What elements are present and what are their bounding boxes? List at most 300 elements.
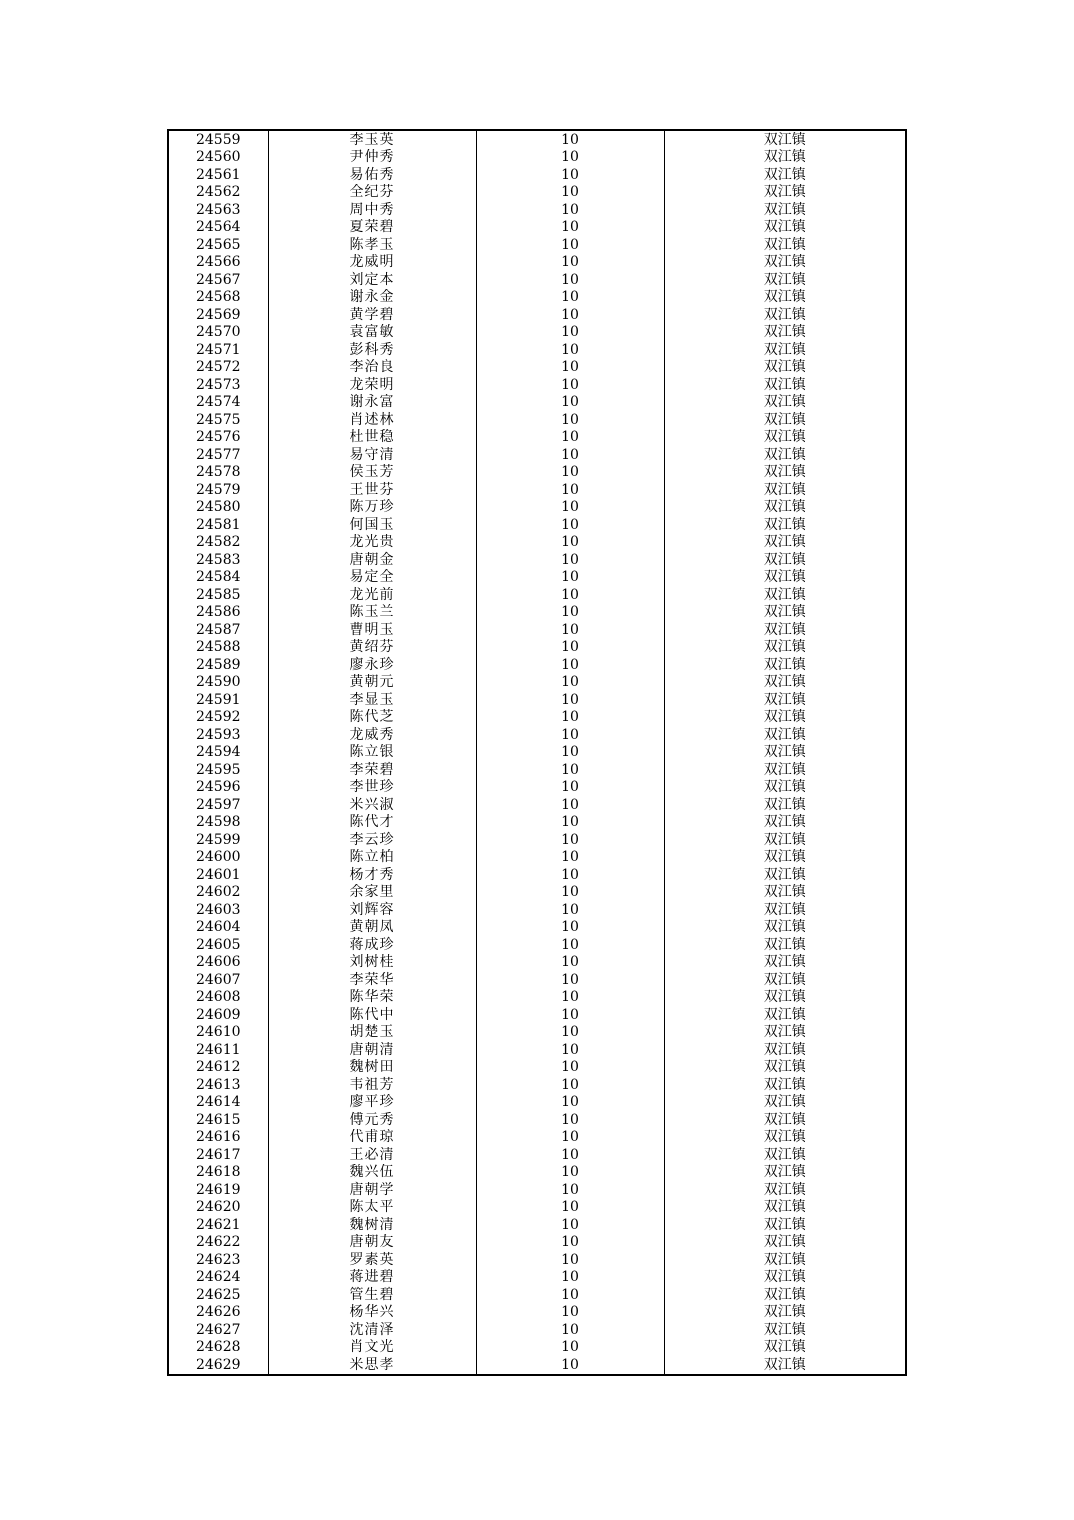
town-cell: 双江镇 (664, 656, 906, 674)
name-cell: 陈玉兰 (268, 604, 476, 622)
town-cell: 双江镇 (664, 621, 906, 639)
town-cell: 双江镇 (664, 674, 906, 692)
town-cell: 双江镇 (664, 1041, 906, 1059)
name-cell: 余家里 (268, 884, 476, 902)
name-cell: 侯玉芳 (268, 464, 476, 482)
town-cell: 双江镇 (664, 324, 906, 342)
name-cell: 李云珍 (268, 831, 476, 849)
row-id-cell: 24629 (168, 1356, 268, 1375)
amount-cell: 10 (476, 429, 664, 447)
table-row (168, 901, 906, 919)
town-cell: 双江镇 (664, 1216, 906, 1234)
row-id-cell: 24597 (168, 796, 268, 814)
amount-cell: 10 (476, 1286, 664, 1304)
amount-cell: 10 (476, 341, 664, 359)
name-cell: 李世珍 (268, 779, 476, 797)
name-cell: 沈清泽 (268, 1321, 476, 1339)
town-cell: 双江镇 (664, 236, 906, 254)
name-cell: 陈代中 (268, 1006, 476, 1024)
name-cell: 黄朝凤 (268, 919, 476, 937)
town-cell: 双江镇 (664, 271, 906, 289)
town-cell: 双江镇 (664, 1129, 906, 1147)
row-id-cell: 24569 (168, 306, 268, 324)
amount-cell: 10 (476, 779, 664, 797)
town-cell: 双江镇 (664, 1251, 906, 1269)
table-row (168, 1024, 906, 1042)
table-row (168, 149, 906, 167)
row-id-cell: 24625 (168, 1286, 268, 1304)
town-cell: 双江镇 (664, 1111, 906, 1129)
amount-cell: 10 (476, 271, 664, 289)
row-id-cell: 24586 (168, 604, 268, 622)
row-id-cell: 24591 (168, 691, 268, 709)
amount-cell: 10 (476, 971, 664, 989)
amount-cell: 10 (476, 289, 664, 307)
town-cell: 双江镇 (664, 359, 906, 377)
town-cell: 双江镇 (664, 989, 906, 1007)
row-id-cell: 24605 (168, 936, 268, 954)
amount-cell: 10 (476, 464, 664, 482)
row-id-cell: 24580 (168, 499, 268, 517)
amount-cell: 10 (476, 884, 664, 902)
amount-cell: 10 (476, 184, 664, 202)
row-id-cell: 24595 (168, 761, 268, 779)
town-cell: 双江镇 (664, 1339, 906, 1357)
amount-cell: 10 (476, 1129, 664, 1147)
name-cell: 彭科秀 (268, 341, 476, 359)
row-id-cell: 24626 (168, 1304, 268, 1322)
amount-cell: 10 (476, 306, 664, 324)
row-id-cell: 24615 (168, 1111, 268, 1129)
amount-cell: 10 (476, 761, 664, 779)
name-cell: 魏树田 (268, 1059, 476, 1077)
amount-cell: 10 (476, 831, 664, 849)
town-cell: 双江镇 (664, 971, 906, 989)
row-id-cell: 24590 (168, 674, 268, 692)
table-row (168, 586, 906, 604)
row-id-cell: 24611 (168, 1041, 268, 1059)
town-cell: 双江镇 (664, 1094, 906, 1112)
amount-cell: 10 (476, 1146, 664, 1164)
table-row (168, 1094, 906, 1112)
row-id-cell: 24596 (168, 779, 268, 797)
row-id-cell: 24579 (168, 481, 268, 499)
town-cell: 双江镇 (664, 149, 906, 167)
row-id-cell: 24582 (168, 534, 268, 552)
amount-cell: 10 (476, 814, 664, 832)
town-cell: 双江镇 (664, 219, 906, 237)
amount-cell: 10 (476, 166, 664, 184)
table-row (168, 236, 906, 254)
town-cell: 双江镇 (664, 726, 906, 744)
amount-cell: 10 (476, 219, 664, 237)
row-id-cell: 24594 (168, 744, 268, 762)
row-id-cell: 24606 (168, 954, 268, 972)
town-cell: 双江镇 (664, 639, 906, 657)
row-id-cell: 24624 (168, 1269, 268, 1287)
town-cell: 双江镇 (664, 1269, 906, 1287)
row-id-cell: 24585 (168, 586, 268, 604)
town-cell: 双江镇 (664, 691, 906, 709)
row-id-cell: 24598 (168, 814, 268, 832)
table-row (168, 499, 906, 517)
town-cell: 双江镇 (664, 779, 906, 797)
row-id-cell: 24571 (168, 341, 268, 359)
table-row (168, 954, 906, 972)
town-cell: 双江镇 (664, 499, 906, 517)
town-cell: 双江镇 (664, 516, 906, 534)
town-cell: 双江镇 (664, 796, 906, 814)
table-row (168, 1216, 906, 1234)
name-cell: 刘定本 (268, 271, 476, 289)
table-row (168, 604, 906, 622)
amount-cell: 10 (476, 1234, 664, 1252)
amount-cell: 10 (476, 919, 664, 937)
table-row (168, 1321, 906, 1339)
town-cell: 双江镇 (664, 901, 906, 919)
table-row (168, 1111, 906, 1129)
amount-cell: 10 (476, 1059, 664, 1077)
amount-cell: 10 (476, 1304, 664, 1322)
amount-cell: 10 (476, 516, 664, 534)
table-row (168, 1129, 906, 1147)
row-id-cell: 24568 (168, 289, 268, 307)
name-cell: 李玉英 (268, 130, 476, 149)
table-row (168, 866, 906, 884)
row-id-cell: 24589 (168, 656, 268, 674)
name-cell: 杨才秀 (268, 866, 476, 884)
row-id-cell: 24616 (168, 1129, 268, 1147)
table-row (168, 359, 906, 377)
amount-cell: 10 (476, 1041, 664, 1059)
row-id-cell: 24561 (168, 166, 268, 184)
town-cell: 双江镇 (664, 429, 906, 447)
town-cell: 双江镇 (664, 569, 906, 587)
amount-cell: 10 (476, 796, 664, 814)
row-id-cell: 24588 (168, 639, 268, 657)
town-cell: 双江镇 (664, 551, 906, 569)
table-row (168, 919, 906, 937)
town-cell: 双江镇 (664, 394, 906, 412)
amount-cell: 10 (476, 1024, 664, 1042)
town-cell: 双江镇 (664, 814, 906, 832)
table-row (168, 219, 906, 237)
row-id-cell: 24560 (168, 149, 268, 167)
name-cell: 唐朝学 (268, 1181, 476, 1199)
name-cell: 罗素英 (268, 1251, 476, 1269)
name-cell: 蒋成珍 (268, 936, 476, 954)
row-id-cell: 24584 (168, 569, 268, 587)
amount-cell: 10 (476, 1164, 664, 1182)
name-cell: 管生碧 (268, 1286, 476, 1304)
amount-cell: 10 (476, 989, 664, 1007)
town-cell: 双江镇 (664, 1356, 906, 1375)
town-cell: 双江镇 (664, 1059, 906, 1077)
amount-cell: 10 (476, 674, 664, 692)
table-row (168, 1269, 906, 1287)
table-row (168, 1286, 906, 1304)
row-id-cell: 24593 (168, 726, 268, 744)
town-cell: 双江镇 (664, 306, 906, 324)
row-id-cell: 24614 (168, 1094, 268, 1112)
row-id-cell: 24563 (168, 201, 268, 219)
name-cell: 李显玉 (268, 691, 476, 709)
name-cell: 龙光前 (268, 586, 476, 604)
table-row (168, 674, 906, 692)
row-id-cell: 24600 (168, 849, 268, 867)
amount-cell: 10 (476, 376, 664, 394)
table-row (168, 271, 906, 289)
town-cell: 双江镇 (664, 1234, 906, 1252)
amount-cell: 10 (476, 1111, 664, 1129)
row-id-cell: 24570 (168, 324, 268, 342)
town-cell: 双江镇 (664, 936, 906, 954)
row-id-cell: 24599 (168, 831, 268, 849)
name-cell: 陈万珍 (268, 499, 476, 517)
town-cell: 双江镇 (664, 481, 906, 499)
amount-cell: 10 (476, 1076, 664, 1094)
name-cell: 刘辉容 (268, 901, 476, 919)
table-row (168, 130, 906, 149)
name-cell: 龙荣明 (268, 376, 476, 394)
name-cell: 蒋进碧 (268, 1269, 476, 1287)
row-id-cell: 24592 (168, 709, 268, 727)
row-id-cell: 24559 (168, 130, 268, 149)
name-cell: 李荣华 (268, 971, 476, 989)
name-cell: 胡楚玉 (268, 1024, 476, 1042)
row-id-cell: 24607 (168, 971, 268, 989)
row-id-cell: 24621 (168, 1216, 268, 1234)
town-cell: 双江镇 (664, 586, 906, 604)
table-row (168, 1146, 906, 1164)
table-row (168, 1251, 906, 1269)
row-id-cell: 24612 (168, 1059, 268, 1077)
table-row (168, 394, 906, 412)
amount-cell: 10 (476, 236, 664, 254)
table-row (168, 1234, 906, 1252)
name-cell: 陈立银 (268, 744, 476, 762)
name-cell: 王必清 (268, 1146, 476, 1164)
row-id-cell: 24567 (168, 271, 268, 289)
amount-cell: 10 (476, 709, 664, 727)
row-id-cell: 24620 (168, 1199, 268, 1217)
table-row (168, 289, 906, 307)
table-row (168, 464, 906, 482)
town-cell: 双江镇 (664, 1321, 906, 1339)
table-row (168, 306, 906, 324)
town-cell: 双江镇 (664, 954, 906, 972)
table-row (168, 1076, 906, 1094)
row-id-cell: 24565 (168, 236, 268, 254)
amount-cell: 10 (476, 130, 664, 149)
table-row (168, 936, 906, 954)
name-cell: 肖述林 (268, 411, 476, 429)
table-row (168, 534, 906, 552)
town-cell: 双江镇 (664, 464, 906, 482)
table-row (168, 184, 906, 202)
name-cell: 陈立柏 (268, 849, 476, 867)
amount-cell: 10 (476, 954, 664, 972)
name-cell: 杨华兴 (268, 1304, 476, 1322)
town-cell: 双江镇 (664, 341, 906, 359)
row-id-cell: 24602 (168, 884, 268, 902)
table-row (168, 1181, 906, 1199)
row-id-cell: 24587 (168, 621, 268, 639)
table-row (168, 446, 906, 464)
name-cell: 黄朝元 (268, 674, 476, 692)
table-row (168, 709, 906, 727)
name-cell: 米兴淑 (268, 796, 476, 814)
table-row (168, 254, 906, 272)
name-cell: 何国玉 (268, 516, 476, 534)
row-id-cell: 24566 (168, 254, 268, 272)
name-cell: 谢永金 (268, 289, 476, 307)
town-cell: 双江镇 (664, 376, 906, 394)
town-cell: 双江镇 (664, 1024, 906, 1042)
name-cell: 魏树清 (268, 1216, 476, 1234)
table-row (168, 796, 906, 814)
row-id-cell: 24576 (168, 429, 268, 447)
town-cell: 双江镇 (664, 1286, 906, 1304)
name-cell: 唐朝金 (268, 551, 476, 569)
table-row (168, 744, 906, 762)
amount-cell: 10 (476, 1321, 664, 1339)
table-row (168, 849, 906, 867)
name-cell: 唐朝友 (268, 1234, 476, 1252)
town-cell: 双江镇 (664, 1006, 906, 1024)
name-cell: 陈华荣 (268, 989, 476, 1007)
amount-cell: 10 (476, 639, 664, 657)
name-cell: 曹明玉 (268, 621, 476, 639)
name-cell: 易守清 (268, 446, 476, 464)
table-row (168, 831, 906, 849)
table-row (168, 376, 906, 394)
amount-cell: 10 (476, 254, 664, 272)
table-row (168, 1006, 906, 1024)
row-id-cell: 24618 (168, 1164, 268, 1182)
table-row (168, 1059, 906, 1077)
town-cell: 双江镇 (664, 534, 906, 552)
town-cell: 双江镇 (664, 866, 906, 884)
amount-cell: 10 (476, 1269, 664, 1287)
town-cell: 双江镇 (664, 289, 906, 307)
table-row (168, 1199, 906, 1217)
row-id-cell: 24608 (168, 989, 268, 1007)
name-cell: 陈代才 (268, 814, 476, 832)
table-row (168, 884, 906, 902)
name-cell: 尹仲秀 (268, 149, 476, 167)
amount-cell: 10 (476, 201, 664, 219)
name-cell: 袁富敏 (268, 324, 476, 342)
row-id-cell: 24578 (168, 464, 268, 482)
name-cell: 谢永富 (268, 394, 476, 412)
row-id-cell: 24610 (168, 1024, 268, 1042)
town-cell: 双江镇 (664, 201, 906, 219)
amount-cell: 10 (476, 586, 664, 604)
amount-cell: 10 (476, 621, 664, 639)
amount-cell: 10 (476, 499, 664, 517)
name-cell: 代甫琼 (268, 1129, 476, 1147)
name-cell: 廖永珍 (268, 656, 476, 674)
name-cell: 易定全 (268, 569, 476, 587)
name-cell: 肖文光 (268, 1339, 476, 1357)
table-row (168, 1304, 906, 1322)
table-row (168, 726, 906, 744)
amount-cell: 10 (476, 936, 664, 954)
row-id-cell: 24627 (168, 1321, 268, 1339)
row-id-cell: 24564 (168, 219, 268, 237)
amount-cell: 10 (476, 726, 664, 744)
town-cell: 双江镇 (664, 446, 906, 464)
table-row (168, 691, 906, 709)
town-cell: 双江镇 (664, 831, 906, 849)
town-cell: 双江镇 (664, 1304, 906, 1322)
amount-cell: 10 (476, 1216, 664, 1234)
table-row (168, 1164, 906, 1182)
table-row (168, 761, 906, 779)
amount-cell: 10 (476, 849, 664, 867)
name-cell: 刘树桂 (268, 954, 476, 972)
table-row (168, 621, 906, 639)
town-cell: 双江镇 (664, 919, 906, 937)
amount-cell: 10 (476, 1094, 664, 1112)
name-cell: 全纪芬 (268, 184, 476, 202)
amount-cell: 10 (476, 149, 664, 167)
name-cell: 龙光贵 (268, 534, 476, 552)
town-cell: 双江镇 (664, 130, 906, 149)
amount-cell: 10 (476, 1356, 664, 1375)
name-cell: 黄学碧 (268, 306, 476, 324)
name-cell: 魏兴伍 (268, 1164, 476, 1182)
amount-cell: 10 (476, 1199, 664, 1217)
town-cell: 双江镇 (664, 849, 906, 867)
table-row (168, 1356, 906, 1375)
row-id-cell: 24583 (168, 551, 268, 569)
row-id-cell: 24623 (168, 1251, 268, 1269)
row-id-cell: 24577 (168, 446, 268, 464)
table-row (168, 341, 906, 359)
name-cell: 夏荣碧 (268, 219, 476, 237)
table-row (168, 989, 906, 1007)
town-cell: 双江镇 (664, 709, 906, 727)
amount-cell: 10 (476, 866, 664, 884)
amount-cell: 10 (476, 481, 664, 499)
name-cell: 傅元秀 (268, 1111, 476, 1129)
amount-cell: 10 (476, 1006, 664, 1024)
amount-cell: 10 (476, 1251, 664, 1269)
table-row (168, 551, 906, 569)
row-id-cell: 24572 (168, 359, 268, 377)
amount-cell: 10 (476, 534, 664, 552)
town-cell: 双江镇 (664, 761, 906, 779)
name-cell: 李治良 (268, 359, 476, 377)
town-cell: 双江镇 (664, 1146, 906, 1164)
amount-cell: 10 (476, 656, 664, 674)
row-id-cell: 24628 (168, 1339, 268, 1357)
record-table (167, 129, 907, 1376)
table-row (168, 971, 906, 989)
row-id-cell: 24573 (168, 376, 268, 394)
amount-cell: 10 (476, 901, 664, 919)
table-body (168, 130, 906, 1375)
table-row (168, 429, 906, 447)
name-cell: 杜世稳 (268, 429, 476, 447)
table-row (168, 201, 906, 219)
town-cell: 双江镇 (664, 1199, 906, 1217)
name-cell: 龙威明 (268, 254, 476, 272)
name-cell: 周中秀 (268, 201, 476, 219)
row-id-cell: 24617 (168, 1146, 268, 1164)
